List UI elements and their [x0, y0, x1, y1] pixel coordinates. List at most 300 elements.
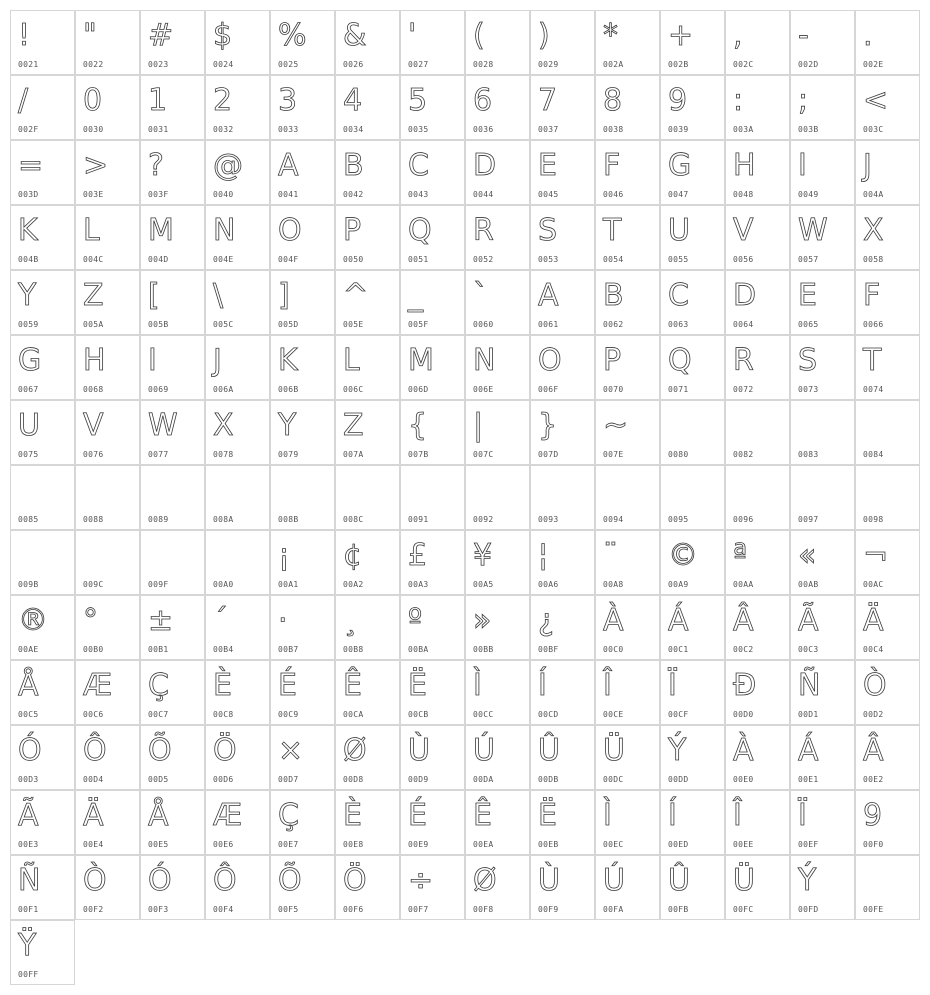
glyph-codepoint: 0023 — [148, 60, 169, 69]
glyph-codepoint: 00B4 — [213, 645, 234, 654]
glyph-cell — [400, 400, 465, 465]
glyph-character: Ã — [18, 798, 39, 833]
glyph-codepoint: 0047 — [668, 190, 689, 199]
glyph-cell — [790, 465, 855, 530]
glyph-codepoint: 0064 — [733, 320, 754, 329]
glyph-codepoint: 0057 — [798, 255, 819, 264]
glyph-cell — [335, 725, 400, 790]
glyph-codepoint: 003A — [733, 125, 754, 134]
glyph-character: / — [18, 83, 29, 118]
glyph-cell — [75, 465, 140, 530]
glyph-cell — [10, 725, 75, 790]
glyph-character: ¦ — [538, 538, 549, 573]
glyph-character: © — [668, 538, 698, 573]
glyph-cell — [725, 400, 790, 465]
glyph-cell — [270, 725, 335, 790]
glyph-cell — [465, 140, 530, 205]
glyph-codepoint: 0091 — [408, 515, 429, 524]
glyph-cell — [75, 140, 140, 205]
glyph-cell — [400, 595, 465, 660]
glyph-character: Æ — [83, 668, 113, 703]
glyph-character: Ï — [798, 798, 807, 833]
glyph-codepoint: 0096 — [733, 515, 754, 524]
glyph-character: > — [83, 148, 109, 183]
glyph-cell — [335, 465, 400, 530]
glyph-codepoint: 00C8 — [213, 710, 234, 719]
glyph-character: } — [538, 408, 558, 443]
glyph-cell — [855, 10, 920, 75]
glyph-codepoint: 00A1 — [278, 580, 299, 589]
glyph-cell — [140, 400, 205, 465]
glyph-codepoint: 0071 — [668, 385, 689, 394]
glyph-cell — [530, 855, 595, 920]
glyph-cell — [335, 400, 400, 465]
glyph-cell — [530, 335, 595, 400]
glyph-codepoint: 006F — [538, 385, 559, 394]
glyph-cell — [660, 465, 725, 530]
glyph-character: Á — [668, 603, 689, 638]
glyph-codepoint: 00C4 — [863, 645, 884, 654]
glyph-cell — [335, 335, 400, 400]
glyph-cell — [270, 855, 335, 920]
glyph-character: $ — [213, 18, 233, 53]
glyph-codepoint: 00B1 — [148, 645, 169, 654]
glyph-codepoint: 002A — [603, 60, 624, 69]
glyph-cell — [660, 595, 725, 660]
glyph-codepoint: 005A — [83, 320, 104, 329]
glyph-cell — [400, 10, 465, 75]
glyph-cell — [270, 205, 335, 270]
glyph-character: . — [863, 18, 873, 53]
glyph-character: O — [538, 343, 562, 378]
glyph-character: ( — [473, 18, 485, 53]
glyph-codepoint: 008A — [213, 515, 234, 524]
glyph-codepoint: 004B — [18, 255, 39, 264]
glyph-codepoint: 00F9 — [538, 905, 559, 914]
glyph-codepoint: 0040 — [213, 190, 234, 199]
glyph-cell — [465, 270, 530, 335]
glyph-cell — [10, 270, 75, 335]
glyph-codepoint: 002B — [668, 60, 689, 69]
glyph-character: Í — [538, 668, 547, 703]
glyph-codepoint: 00AA — [733, 580, 754, 589]
glyph-cell — [660, 660, 725, 725]
glyph-cell — [75, 790, 140, 855]
glyph-codepoint: 0069 — [148, 385, 169, 394]
glyph-codepoint: 00FE — [863, 905, 884, 914]
glyph-character: M — [148, 213, 174, 248]
glyph-codepoint: 0052 — [473, 255, 494, 264]
glyph-character: ¢ — [343, 538, 363, 573]
glyph-character: 6 — [473, 83, 493, 118]
glyph-cell — [465, 530, 530, 595]
glyph-character: S — [538, 213, 558, 248]
glyph-character: Ç — [148, 668, 169, 703]
glyph-cell — [725, 595, 790, 660]
glyph-cell — [790, 335, 855, 400]
glyph-cell — [465, 855, 530, 920]
glyph-character: E — [538, 148, 557, 183]
glyph-cell — [855, 270, 920, 335]
glyph-codepoint: 00F7 — [408, 905, 429, 914]
glyph-cell — [790, 400, 855, 465]
glyph-cell — [205, 790, 270, 855]
glyph-character: U — [668, 213, 690, 248]
glyph-character: T — [603, 213, 622, 248]
glyph-codepoint: 0034 — [343, 125, 364, 134]
glyph-codepoint: 0059 — [18, 320, 39, 329]
glyph-cell — [10, 855, 75, 920]
glyph-character: Ø — [473, 863, 497, 898]
glyph-character: N — [213, 213, 236, 248]
glyph-cell — [140, 465, 205, 530]
glyph-cell — [790, 75, 855, 140]
glyph-cell — [140, 595, 205, 660]
glyph-cell — [595, 140, 660, 205]
glyph-character: F — [603, 148, 621, 183]
glyph-character: Ý — [798, 863, 817, 898]
glyph-character: " — [83, 18, 97, 53]
glyph-codepoint: 00C1 — [668, 645, 689, 654]
glyph-character: Ù — [408, 733, 430, 768]
glyph-cell — [465, 75, 530, 140]
glyph-cell — [335, 10, 400, 75]
glyph-cell — [725, 855, 790, 920]
glyph-character: ! — [18, 18, 31, 53]
glyph-character: Ä — [863, 603, 884, 638]
glyph-cell — [400, 725, 465, 790]
glyph-cell — [205, 725, 270, 790]
glyph-character: W — [798, 213, 828, 248]
glyph-character: 2 — [213, 83, 233, 118]
glyph-cell — [205, 595, 270, 660]
glyph-cell — [790, 725, 855, 790]
glyph-character: ¬ — [863, 538, 889, 573]
glyph-codepoint: 004A — [863, 190, 884, 199]
glyph-cell — [725, 270, 790, 335]
glyph-cell — [790, 660, 855, 725]
glyph-codepoint: 00F8 — [473, 905, 494, 914]
glyph-character: Ï — [668, 668, 677, 703]
glyph-character: D — [473, 148, 497, 183]
glyph-codepoint: 005C — [213, 320, 234, 329]
glyph-character: G — [18, 343, 42, 378]
glyph-cell — [660, 10, 725, 75]
glyph-codepoint: 0074 — [863, 385, 884, 394]
glyph-cell — [465, 10, 530, 75]
glyph-cell — [75, 725, 140, 790]
glyph-cell — [270, 465, 335, 530]
glyph-cell — [335, 140, 400, 205]
glyph-codepoint: 0025 — [278, 60, 299, 69]
glyph-codepoint: 00D4 — [83, 775, 104, 784]
glyph-character: « — [798, 538, 817, 573]
glyph-codepoint: 00AC — [863, 580, 884, 589]
glyph-cell — [75, 75, 140, 140]
glyph-cell — [75, 400, 140, 465]
glyph-codepoint: 00DB — [538, 775, 559, 784]
glyph-cell — [660, 205, 725, 270]
glyph-character: V — [733, 213, 754, 248]
glyph-cell — [400, 75, 465, 140]
glyph-character: B — [343, 148, 364, 183]
glyph-character: A — [278, 148, 299, 183]
glyph-codepoint: 0032 — [213, 125, 234, 134]
glyph-cell — [400, 790, 465, 855]
glyph-cell — [530, 725, 595, 790]
glyph-cell — [530, 75, 595, 140]
glyph-codepoint: 0048 — [733, 190, 754, 199]
glyph-character: { — [408, 408, 428, 443]
glyph-cell — [10, 530, 75, 595]
glyph-character: 1 — [148, 83, 168, 118]
glyph-character: Y — [18, 278, 37, 313]
glyph-codepoint: 0085 — [18, 515, 39, 524]
glyph-cell — [855, 530, 920, 595]
glyph-codepoint: 0060 — [473, 320, 494, 329]
glyph-character: , — [733, 18, 743, 53]
glyph-codepoint: 0079 — [278, 450, 299, 459]
glyph-character: È — [213, 668, 232, 703]
glyph-codepoint: 00E8 — [343, 840, 364, 849]
glyph-character: T — [863, 343, 882, 378]
glyph-codepoint: 0055 — [668, 255, 689, 264]
glyph-codepoint: 00E0 — [733, 775, 754, 784]
glyph-codepoint: 00EA — [473, 840, 494, 849]
glyph-character: À — [603, 603, 624, 638]
glyph-codepoint: 00E5 — [148, 840, 169, 849]
glyph-character: \ — [213, 278, 224, 313]
glyph-character: I — [148, 343, 157, 378]
glyph-codepoint: 006A — [213, 385, 234, 394]
glyph-character: R — [473, 213, 494, 248]
glyph-cell — [660, 725, 725, 790]
glyph-codepoint: 00E7 — [278, 840, 299, 849]
glyph-character: X — [213, 408, 234, 443]
glyph-codepoint: 00C2 — [733, 645, 754, 654]
glyph-cell — [140, 270, 205, 335]
glyph-cell — [75, 660, 140, 725]
glyph-cell — [660, 400, 725, 465]
glyph-codepoint: 0068 — [83, 385, 104, 394]
glyph-character: _ — [408, 278, 423, 313]
glyph-codepoint: 0073 — [798, 385, 819, 394]
glyph-cell — [75, 530, 140, 595]
glyph-character: Ý — [668, 733, 687, 768]
glyph-codepoint: 00B7 — [278, 645, 299, 654]
glyph-character: Å — [18, 668, 39, 703]
glyph-cell — [400, 205, 465, 270]
glyph-codepoint: 0082 — [733, 450, 754, 459]
glyph-cell — [530, 10, 595, 75]
glyph-character: Ë — [408, 668, 427, 703]
glyph-character: Û — [668, 863, 690, 898]
glyph-codepoint: 0078 — [213, 450, 234, 459]
glyph-codepoint: 0026 — [343, 60, 364, 69]
glyph-cell — [595, 465, 660, 530]
glyph-character: L — [343, 343, 360, 378]
glyph-character: C — [668, 278, 689, 313]
glyph-character: Ã — [798, 603, 819, 638]
glyph-codepoint: 0038 — [603, 125, 624, 134]
glyph-codepoint: 0031 — [148, 125, 169, 134]
glyph-character: I — [798, 148, 807, 183]
glyph-character: Ð — [733, 668, 757, 703]
glyph-cell — [10, 205, 75, 270]
glyph-cell — [855, 855, 920, 920]
glyph-character: B — [603, 278, 624, 313]
glyph-character: O — [278, 213, 302, 248]
glyph-cell — [465, 660, 530, 725]
glyph-cell — [400, 660, 465, 725]
glyph-character: Ö — [213, 733, 237, 768]
glyph-cell — [270, 790, 335, 855]
glyph-character: * — [603, 18, 618, 53]
glyph-codepoint: 009C — [83, 580, 104, 589]
glyph-character: Q — [668, 343, 692, 378]
glyph-character: = — [18, 148, 44, 183]
glyph-character: Ñ — [798, 668, 821, 703]
glyph-codepoint: 00F2 — [83, 905, 104, 914]
glyph-cell — [725, 530, 790, 595]
glyph-cell — [725, 10, 790, 75]
glyph-cell — [205, 530, 270, 595]
glyph-character: | — [473, 408, 484, 443]
glyph-character: N — [473, 343, 496, 378]
glyph-character: Ó — [148, 863, 172, 898]
glyph-cell — [660, 140, 725, 205]
glyph-character: É — [408, 798, 427, 833]
glyph-cell — [790, 140, 855, 205]
glyph-character: ¥ — [473, 538, 493, 573]
glyph-cell — [335, 660, 400, 725]
glyph-cell — [335, 270, 400, 335]
glyph-codepoint: 0066 — [863, 320, 884, 329]
glyph-codepoint: 00CF — [668, 710, 689, 719]
glyph-character: Ê — [343, 668, 362, 703]
glyph-character: X — [863, 213, 884, 248]
glyph-codepoint: 0062 — [603, 320, 624, 329]
glyph-codepoint: 0065 — [798, 320, 819, 329]
glyph-character: 9 — [668, 83, 688, 118]
glyph-character: Ò — [83, 863, 107, 898]
glyph-character: Ÿ — [18, 928, 37, 963]
glyph-character: ; — [798, 83, 809, 118]
glyph-character: P — [343, 213, 362, 248]
glyph-codepoint: 0050 — [343, 255, 364, 264]
glyph-character: K — [18, 213, 38, 248]
glyph-cell — [790, 790, 855, 855]
glyph-cell — [530, 530, 595, 595]
glyph-character: Á — [798, 733, 819, 768]
glyph-character: G — [668, 148, 692, 183]
glyph-character: Ú — [603, 863, 625, 898]
glyph-character: Ü — [603, 733, 625, 768]
glyph-cell — [465, 335, 530, 400]
glyph-codepoint: 0021 — [18, 60, 39, 69]
glyph-cell — [270, 10, 335, 75]
glyph-character: · — [278, 603, 288, 638]
glyph-codepoint: 005F — [408, 320, 429, 329]
glyph-codepoint: 00DC — [603, 775, 624, 784]
glyph-codepoint: 00D7 — [278, 775, 299, 784]
glyph-codepoint: 006E — [473, 385, 494, 394]
glyph-codepoint: 00F3 — [148, 905, 169, 914]
glyph-cell — [335, 205, 400, 270]
glyph-codepoint: 0056 — [733, 255, 754, 264]
glyph-character: J — [213, 343, 222, 378]
glyph-cell — [10, 140, 75, 205]
glyph-cell — [75, 10, 140, 75]
glyph-character: Z — [343, 408, 364, 443]
glyph-cell — [595, 595, 660, 660]
glyph-cell — [75, 855, 140, 920]
glyph-codepoint: 00A5 — [473, 580, 494, 589]
glyph-codepoint: 0049 — [798, 190, 819, 199]
glyph-codepoint: 0028 — [473, 60, 494, 69]
glyph-codepoint: 00E6 — [213, 840, 234, 849]
glyph-character: Y — [278, 408, 297, 443]
glyph-cell — [205, 400, 270, 465]
glyph-codepoint: 00B0 — [83, 645, 104, 654]
glyph-cell — [400, 270, 465, 335]
glyph-cell — [335, 595, 400, 660]
glyph-codepoint: 002F — [18, 125, 39, 134]
glyph-codepoint: 00AE — [18, 645, 39, 654]
glyph-codepoint: 00A9 — [668, 580, 689, 589]
glyph-cell — [465, 205, 530, 270]
glyph-cell — [660, 855, 725, 920]
glyph-codepoint: 003E — [83, 190, 104, 199]
glyph-codepoint: 0036 — [473, 125, 494, 134]
glyph-character: Í — [668, 798, 677, 833]
glyph-character: Ú — [473, 733, 495, 768]
glyph-cell — [140, 75, 205, 140]
glyph-codepoint: 009B — [18, 580, 39, 589]
glyph-cell — [140, 530, 205, 595]
glyph-codepoint: 005B — [148, 320, 169, 329]
glyph-codepoint: 0037 — [538, 125, 559, 134]
glyph-cell — [335, 530, 400, 595]
glyph-character: Û — [538, 733, 560, 768]
glyph-cell — [725, 465, 790, 530]
glyph-cell — [725, 75, 790, 140]
glyph-codepoint: 00D3 — [18, 775, 39, 784]
glyph-cell — [725, 660, 790, 725]
glyph-cell — [10, 400, 75, 465]
glyph-codepoint: 00C3 — [798, 645, 819, 654]
glyph-cell — [205, 465, 270, 530]
glyph-character: ? — [148, 148, 164, 183]
glyph-cell — [465, 725, 530, 790]
glyph-character: & — [343, 18, 367, 53]
glyph-character: P — [603, 343, 622, 378]
glyph-codepoint: 00DD — [668, 775, 689, 784]
glyph-character: A — [538, 278, 559, 313]
glyph-character: ¿ — [538, 603, 554, 638]
glyph-cell — [400, 855, 465, 920]
glyph-codepoint: 0063 — [668, 320, 689, 329]
glyph-codepoint: 0093 — [538, 515, 559, 524]
glyph-cell — [855, 140, 920, 205]
glyph-codepoint: 004E — [213, 255, 234, 264]
glyph-character: ] — [278, 278, 290, 313]
glyph-cell — [530, 140, 595, 205]
glyph-codepoint: 0042 — [343, 190, 364, 199]
glyph-codepoint: 00CB — [408, 710, 429, 719]
glyph-codepoint: 0053 — [538, 255, 559, 264]
glyph-codepoint: 00F5 — [278, 905, 299, 914]
